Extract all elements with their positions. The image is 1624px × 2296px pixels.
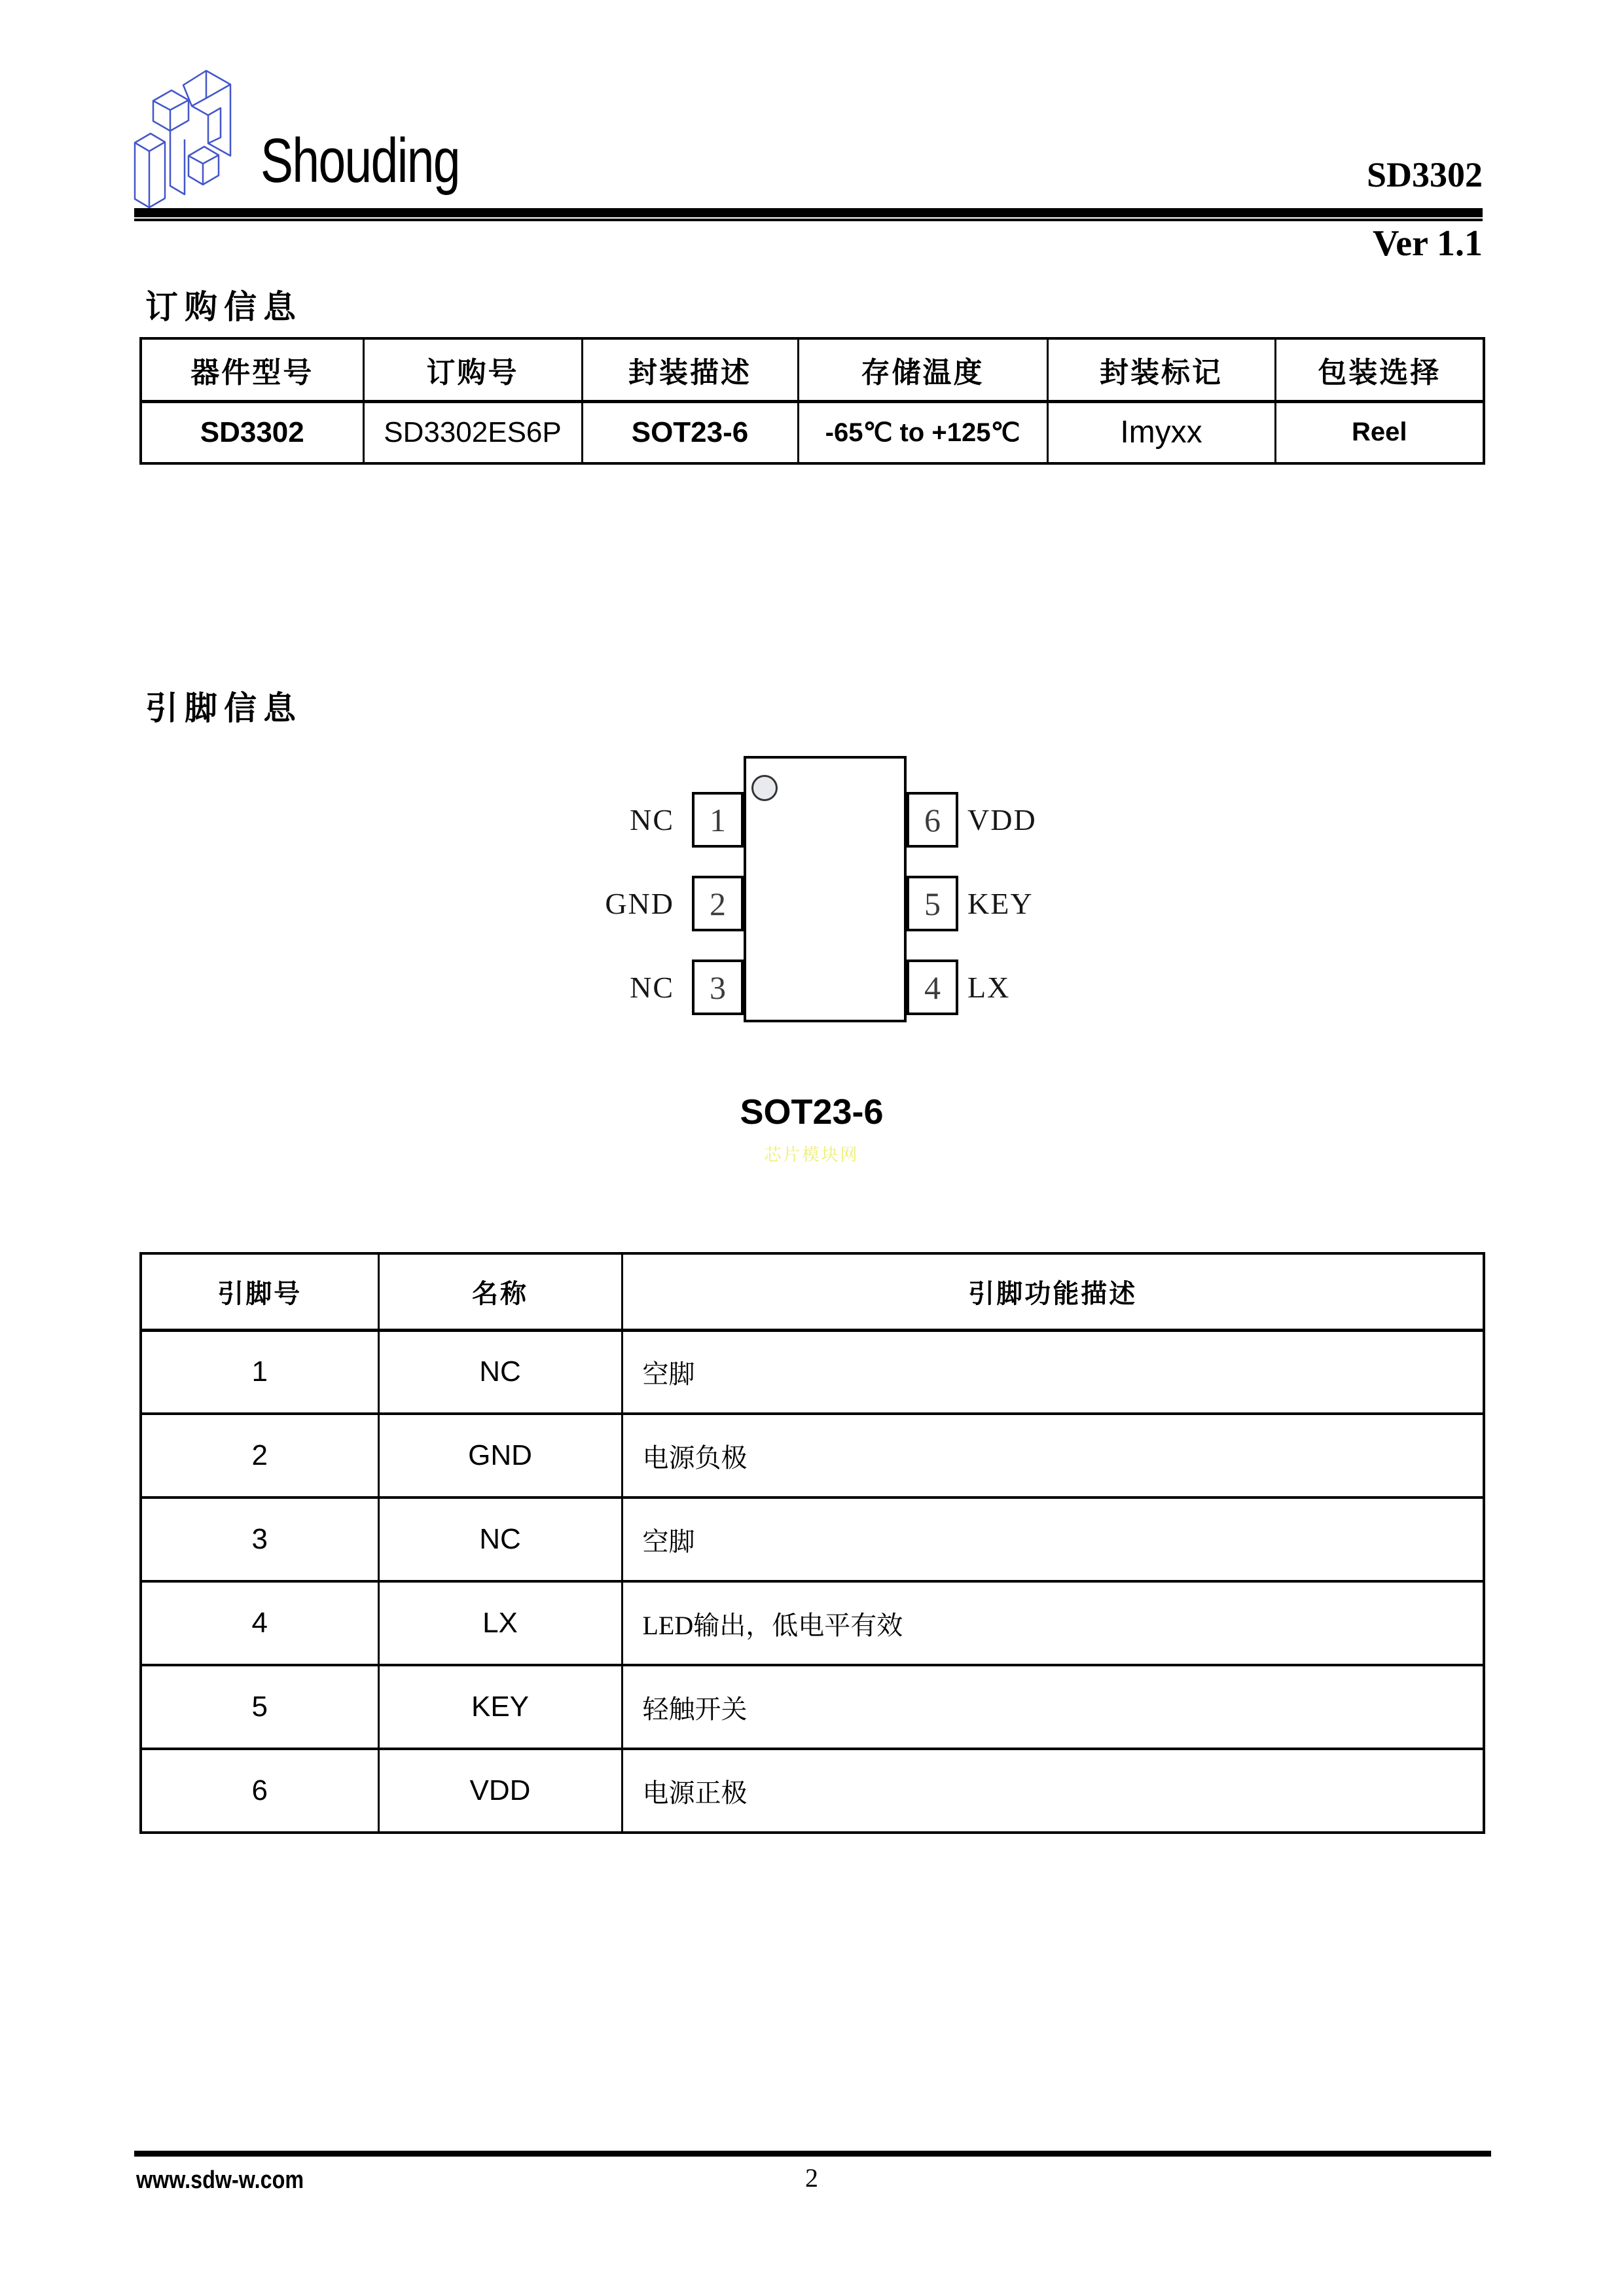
ordering-order-no: SD3302ES6P [363, 401, 582, 463]
ordering-table [139, 337, 1485, 465]
pin-table-row [141, 1414, 1484, 1498]
pin-table-col-header: 名称 [378, 1253, 622, 1330]
pin-number: 4 [141, 1581, 378, 1665]
pin-table-row [141, 1581, 1484, 1665]
pin-name: GND [378, 1414, 622, 1498]
header-rule-thin [134, 219, 1483, 221]
pin-label-4: LX [967, 971, 1011, 1004]
ordering-device: SD3302 [141, 401, 363, 463]
section-title-ordering: 订购信息 [145, 289, 302, 325]
pin-box-6: 6 [907, 792, 958, 848]
pin-table-col-header: 引脚功能描述 [622, 1253, 1484, 1330]
pin-name: KEY [378, 1665, 622, 1749]
pin-number: 2 [141, 1414, 378, 1498]
pin-description: LED输出，低电平有效 [622, 1581, 1484, 1665]
pin-label-3: NC [630, 971, 674, 1004]
pin-box-2: 2 [692, 876, 744, 931]
footer-website: www.sdw-w.com [136, 2166, 304, 2194]
pin-number: 1 [141, 1330, 378, 1414]
footer-page-number: 2 [805, 2163, 818, 2193]
pin-table-row [141, 1498, 1484, 1581]
ordering-col-header: 封装描述 [582, 338, 798, 401]
pin-box-1: 1 [692, 792, 744, 848]
pin-table-row [141, 1330, 1484, 1414]
pin-number: 5 [141, 1665, 378, 1749]
pin1-indicator-dot [751, 775, 778, 801]
section-title-pinout: 引脚信息 [145, 690, 302, 726]
ordering-table-value-row [141, 401, 1484, 463]
ordering-col-header: 封装标记 [1047, 338, 1275, 401]
footer-rule [134, 2151, 1491, 2157]
pin-description: 轻触开关 [622, 1665, 1484, 1749]
part-number: SD3302 [1366, 155, 1483, 194]
pin-label-5: KEY [967, 887, 1034, 920]
shouding-logo-icon [126, 58, 257, 218]
ordering-package: SOT23-6 [582, 401, 798, 463]
pin-description: 电源负极 [622, 1414, 1484, 1498]
pin-function-table [139, 1252, 1485, 1834]
doc-version: Ver 1.1 [1373, 223, 1483, 264]
pin-description: 空脚 [622, 1498, 1484, 1581]
package-caption: SOT23-6 [740, 1092, 884, 1132]
pin-table-row [141, 1749, 1484, 1833]
pin-table-header-row [141, 1253, 1484, 1330]
header-rule-thick [134, 208, 1483, 217]
pin-label-1: NC [630, 803, 674, 836]
pin-name: NC [378, 1498, 622, 1581]
ordering-col-header: 存储温度 [798, 338, 1047, 401]
ordering-col-header: 器件型号 [141, 338, 363, 401]
pin-name: NC [378, 1330, 622, 1414]
ordering-col-header: 订购号 [363, 338, 582, 401]
pin-description: 空脚 [622, 1330, 1484, 1414]
pin-description: 电源正极 [622, 1749, 1484, 1833]
pin-label-6: VDD [967, 803, 1037, 836]
pin-name: VDD [378, 1749, 622, 1833]
pin-box-4: 4 [907, 960, 958, 1015]
company-name: Shouding [261, 126, 460, 196]
pin-table-row [141, 1665, 1484, 1749]
watermark-text: 芯片模块网 [764, 1145, 859, 1164]
ordering-packing: Reel [1275, 401, 1484, 463]
pin-label-2: GND [605, 887, 674, 920]
pin-box-5: 5 [907, 876, 958, 931]
pin-box-3: 3 [692, 960, 744, 1015]
pin-name: LX [378, 1581, 622, 1665]
ordering-table-header-row [141, 338, 1484, 401]
ordering-col-header: 包装选择 [1275, 338, 1484, 401]
pin-number: 6 [141, 1749, 378, 1833]
ordering-storage-temp: -65℃ to +125℃ [798, 401, 1047, 463]
pin-number: 3 [141, 1498, 378, 1581]
ordering-marking: Imyxx [1047, 401, 1275, 463]
pin-table-col-header: 引脚号 [141, 1253, 378, 1330]
